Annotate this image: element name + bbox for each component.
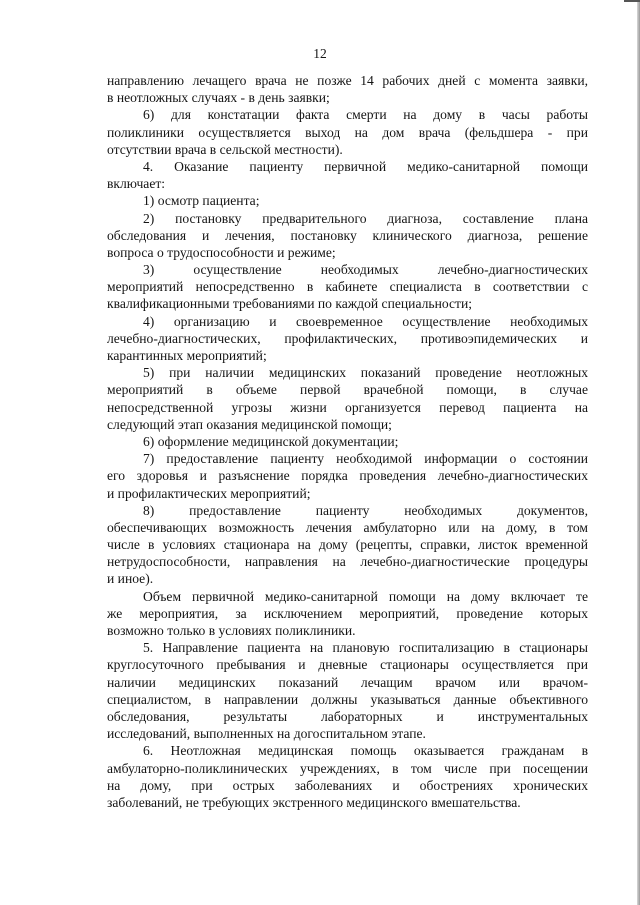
- text-line: 5) при наличии медицинских показаний проведение неотложных: [143, 365, 588, 381]
- text-line: 4. Оказание пациенту первичной медико-санитарной помощи: [143, 158, 588, 174]
- text-line: специалистом, в направлении должны указываться данные объективного: [107, 691, 588, 707]
- text-line: вопроса о трудоспособности и режиме;: [107, 244, 336, 260]
- text-line: 6) оформление медицинской документации;: [143, 433, 399, 449]
- text-line: обеспечивающих возможность лечения амбулаторно или на дому, в том: [107, 519, 588, 535]
- text-line: заболеваний, не требующих экстренного медицинского вмешательства.: [107, 794, 521, 810]
- text-line: числе в условиях стационара на дому (рецепты, справки, листок временной: [107, 537, 588, 553]
- text-line: Объем первичной медико-санитарной помощи на дому включает те: [143, 588, 588, 604]
- text-line: же мероприятия, за исключением мероприятий, проведение которых: [107, 605, 588, 621]
- text-line: амбулаторно-поликлинических учреждениях, в том числе при посещении: [107, 760, 588, 776]
- text-line: 5. Направление пациента на плановую госпитализацию в стационары: [143, 640, 588, 656]
- text-line: в неотложных случаях - в день заявки;: [107, 90, 330, 106]
- text-line: обследования, результаты лабораторных и инструментальных: [107, 708, 588, 724]
- text-line: его здоровья и разъяснение порядка проведения лечебно-диагностических: [107, 468, 588, 484]
- text-line: мероприятий в объеме первой врачебной помощи, в случае: [107, 382, 588, 398]
- text-line: 3) осуществление необходимых лечебно-диагностических: [143, 262, 588, 278]
- text-line: 6) для констатации факта смерти на дому в часы работы: [143, 107, 588, 123]
- body-text: [107, 72, 588, 811]
- text-line: 6. Неотложная медицинская помощь оказывается гражданам в: [143, 743, 588, 759]
- text-line: 7) предоставление пациенту необходимой информации о состоянии: [143, 451, 588, 467]
- text-line: 8) предоставление пациенту необходимых документов,: [143, 502, 588, 518]
- text-line: наличии медицинских показаний лечащим врачом или врачом-: [107, 674, 588, 690]
- text-line: следующий этап оказания медицинской помощи;: [107, 416, 392, 432]
- text-line: возможно только в условиях поликлиники.: [107, 623, 356, 638]
- text-line: и профилактических мероприятий;: [107, 485, 311, 501]
- text-line: квалификационными требованиями по каждой специальности;: [107, 296, 473, 312]
- text-line: лечебно-диагностических, профилактических, противоэпидемических и: [107, 330, 588, 346]
- text-line: направлению лечащего врача не позже 14 рабочих дней с момента заявки,: [107, 73, 588, 88]
- text-line: мероприятий непосредственно в кабинете специалиста в соответствии с: [107, 279, 588, 295]
- text-line: обследования и лечения, постановку клинического диагноза, решение: [107, 227, 588, 243]
- text-line: включает:: [107, 176, 166, 192]
- text-line: отсутствии врача в сельской местности).: [107, 141, 343, 157]
- text-line: и иное).: [107, 571, 154, 587]
- text-line: нетрудоспособности, направления на лечебно-диагностические процедуры: [107, 554, 588, 570]
- text-line: 1) осмотр пациента;: [143, 193, 260, 209]
- corner-mark: [624, 0, 640, 2]
- page-number: 12: [313, 46, 327, 61]
- text-line: 4) организацию и своевременное осуществление необходимых: [143, 313, 588, 329]
- text-line: 2) постановку предварительного диагноза, составление плана: [143, 210, 588, 226]
- text-line: на дому, при острых заболеваниях и обострениях хронических: [107, 777, 588, 793]
- text-line: исследований, выполненных на догоспитальном этапе.: [107, 726, 426, 742]
- text-line: карантинных мероприятий;: [107, 348, 267, 363]
- text-line: круглосуточного пребывания и дневные стационары осуществляется при: [107, 657, 588, 673]
- text-line: поликлиники осуществляется выход на дом врача (фельдшера - при: [107, 124, 588, 140]
- text-line: непосредственной угрозы жизни организуется перевод пациента на: [107, 399, 588, 415]
